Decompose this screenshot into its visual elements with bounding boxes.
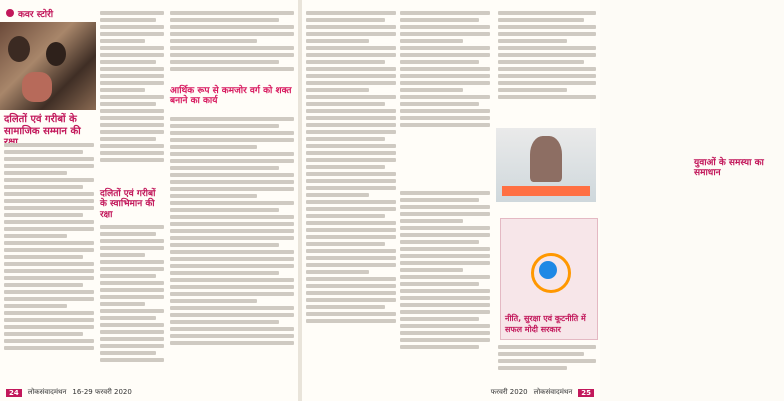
- text-column-2: [100, 8, 164, 184]
- text-column-4: [306, 8, 396, 380]
- promo-banner: [500, 218, 598, 340]
- issue-date: 16-29 फरवरी 2020: [72, 388, 132, 396]
- headline-main: दलितों एवं गरीबों के सामाजिक सम्मान की: [4, 114, 81, 137]
- left-page: [0, 0, 298, 401]
- headline-secondary: दलितों एवं गरीबों के स्वाभिमान की रक्षा: [100, 189, 156, 220]
- tag-dot-icon: [6, 9, 14, 17]
- section-tag: [6, 6, 53, 20]
- text-column-6: [498, 8, 596, 124]
- headline-right-col: आर्थिक रूप से कमजोर वर्ग को शक्त बनाने का कार्य: [170, 86, 292, 107]
- text-column-3b: [170, 114, 294, 380]
- right-footer: [491, 388, 594, 397]
- text-column-2b: [100, 222, 164, 382]
- section-tag-label: कवर स्टोरी: [18, 9, 54, 20]
- text-column-5a: [400, 8, 490, 152]
- page-number-right: 25: [578, 389, 594, 397]
- article-photo: [0, 22, 96, 110]
- text-column-1: [4, 140, 94, 380]
- publication-name-right: लोकसंवादमंथन: [533, 388, 573, 396]
- publication-name: लोकसंवादमंथन: [27, 388, 67, 396]
- text-column-6b: [498, 342, 596, 382]
- issue-date-right: फरवरी 2020: [490, 388, 528, 396]
- page-number: 24: [6, 389, 22, 397]
- headline-youth: युवाओं के समस्या का समाधान: [694, 158, 764, 179]
- text-column-3a: [170, 8, 294, 82]
- chakra-icon: [539, 261, 557, 279]
- text-column-5b: [400, 188, 490, 380]
- banner-title: नीति, सुरक्षा एवं कूटनीति में सफल मोदी सरकार: [505, 314, 586, 334]
- speaker-photo: [496, 128, 596, 202]
- left-footer: [6, 388, 132, 397]
